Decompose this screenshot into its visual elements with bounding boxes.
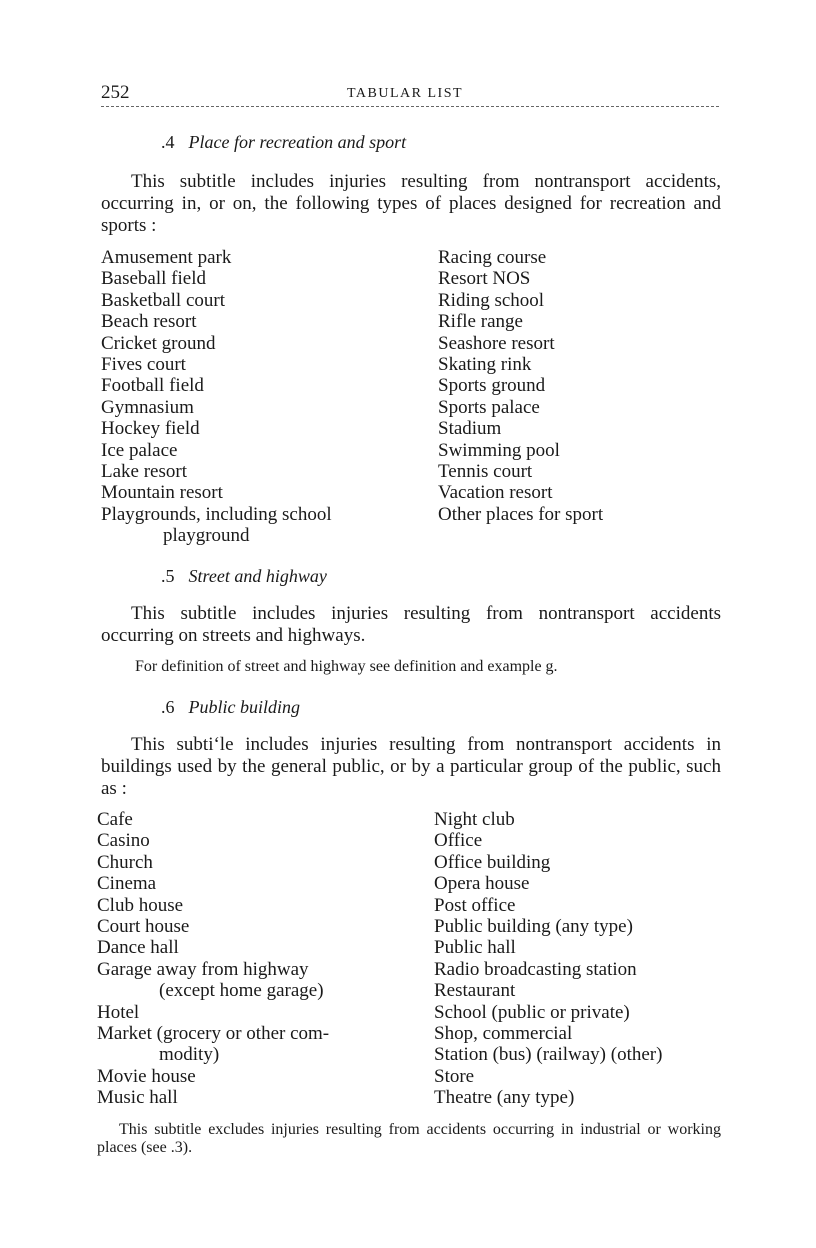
list-item bbox=[101, 504, 332, 547]
list-item-label: Fives court bbox=[101, 354, 186, 376]
list-item bbox=[97, 916, 329, 937]
list-item-label: Swimming pool bbox=[438, 439, 560, 461]
list-item bbox=[97, 1066, 329, 1087]
list-item-label: Market (grocery or other com- bbox=[97, 1023, 330, 1045]
list-item-label: Other places for sport bbox=[438, 503, 604, 525]
list-item bbox=[438, 418, 603, 439]
section-heading-4 bbox=[161, 132, 406, 153]
list-item-label: Office building bbox=[434, 851, 551, 873]
list-item bbox=[101, 333, 332, 354]
list-item-continuation: (except home garage) bbox=[159, 980, 324, 1002]
list-item-label: Movie house bbox=[97, 1065, 196, 1087]
list-item bbox=[434, 1066, 662, 1087]
list-item-label: Post office bbox=[434, 894, 516, 916]
list-item-continuation: modity) bbox=[159, 1044, 220, 1066]
list-item-label: Music hall bbox=[97, 1087, 178, 1109]
list-item bbox=[434, 895, 662, 916]
list-item-label: Racing course bbox=[438, 247, 547, 268]
list-item-label: Court house bbox=[97, 916, 190, 938]
list-item bbox=[434, 1044, 662, 1065]
list-item bbox=[101, 375, 332, 396]
list-item bbox=[97, 809, 329, 830]
section-intro-6: This subti‘le includes injuries resulting from nontransport accidents in buildings used by the general public, or by a particular group of the public, such as : bbox=[101, 734, 721, 799]
list-item bbox=[97, 852, 329, 873]
section-title: Place for recreation and sport bbox=[188, 132, 407, 152]
section-intro-4: This subtitle includes injuries resulting from nontransport accidents, occurring in, or on, the following types of places designed for recreation and sports : bbox=[101, 171, 721, 236]
list-item-label: Skating rink bbox=[438, 354, 532, 376]
list-item bbox=[97, 1023, 329, 1066]
list-item bbox=[97, 937, 329, 958]
list-item-label: Casino bbox=[97, 830, 150, 852]
list-left-4 bbox=[101, 247, 332, 547]
list-item bbox=[97, 830, 329, 851]
list-item-continuation: playground bbox=[163, 525, 250, 547]
list-item-label: Public hall bbox=[434, 937, 516, 959]
list-item bbox=[438, 268, 603, 289]
list-item bbox=[434, 1023, 662, 1044]
list-item-label: Hockey field bbox=[101, 418, 200, 440]
list-item bbox=[438, 354, 603, 375]
list-item-label: Baseball field bbox=[101, 268, 206, 290]
list-item-label: Dance hall bbox=[97, 937, 179, 959]
section-heading-5 bbox=[161, 566, 327, 587]
list-item-label: Radio broadcasting station bbox=[434, 958, 637, 980]
list-item-label: Basketball court bbox=[101, 289, 225, 311]
list-item bbox=[97, 895, 329, 916]
list-item-label: Club house bbox=[97, 894, 184, 916]
section-intro-5: This subtitle includes injuries resulting from nontransport accidents occurring on streets and highways. bbox=[101, 603, 721, 646]
list-item bbox=[434, 959, 662, 980]
list-item bbox=[434, 830, 662, 851]
list-item bbox=[438, 290, 603, 311]
list-item bbox=[97, 1002, 329, 1023]
list-item-label: Beach resort bbox=[101, 311, 197, 333]
list-item bbox=[438, 397, 603, 418]
list-item bbox=[438, 333, 603, 354]
list-item-label: Ice palace bbox=[101, 439, 178, 461]
list-item-label: Office bbox=[434, 830, 483, 852]
section-note-5: For definition of street and highway see definition and example g. bbox=[135, 658, 558, 675]
list-item-label: Riding school bbox=[438, 289, 545, 311]
list-item bbox=[434, 873, 662, 894]
list-item-label: Tennis court bbox=[438, 461, 533, 483]
list-item bbox=[438, 247, 603, 268]
list-item-label: Resort NOS bbox=[438, 268, 531, 290]
list-item-label: Shop, commercial bbox=[434, 1023, 573, 1045]
list-item-label: Rifle range bbox=[438, 311, 523, 333]
list-item-label: Seashore resort bbox=[438, 332, 555, 354]
list-item bbox=[434, 852, 662, 873]
list-item bbox=[101, 268, 332, 289]
list-item bbox=[101, 354, 332, 375]
list-item bbox=[101, 397, 332, 418]
section-title: Public building bbox=[188, 697, 300, 717]
list-item bbox=[438, 375, 603, 396]
list-item bbox=[434, 809, 662, 830]
list-item bbox=[434, 916, 662, 937]
list-item bbox=[438, 504, 603, 525]
list-right-4 bbox=[438, 247, 603, 525]
list-item bbox=[101, 418, 332, 439]
list-item bbox=[434, 1002, 662, 1023]
list-item-label: Theatre (any type) bbox=[434, 1087, 575, 1109]
list-item-label: Hotel bbox=[97, 1001, 140, 1023]
list-item-label: Amusement park bbox=[101, 247, 232, 268]
list-item-label: Opera house bbox=[434, 873, 530, 895]
page-number: 252 bbox=[101, 82, 130, 103]
section-title: Street and highway bbox=[188, 566, 327, 586]
list-item-label: Mountain resort bbox=[101, 482, 223, 504]
list-item-label: Store bbox=[434, 1065, 475, 1087]
header-rule bbox=[101, 106, 719, 107]
list-item-label: Sports ground bbox=[438, 375, 546, 397]
list-item bbox=[434, 937, 662, 958]
list-item-label: Football field bbox=[101, 375, 204, 397]
list-item-label: Stadium bbox=[438, 418, 502, 440]
list-item-label: Playgrounds, including school bbox=[101, 503, 332, 525]
list-item bbox=[97, 959, 329, 1002]
section-number: .6 bbox=[161, 697, 175, 717]
list-item-label: Cafe bbox=[97, 809, 133, 830]
page-header bbox=[101, 82, 721, 106]
list-item bbox=[101, 311, 332, 332]
list-item bbox=[438, 311, 603, 332]
list-item bbox=[101, 461, 332, 482]
list-item bbox=[97, 873, 329, 894]
running-head: TABULAR LIST bbox=[347, 86, 464, 101]
list-item bbox=[434, 980, 662, 1001]
list-item-label: School (public or private) bbox=[434, 1001, 630, 1023]
list-right-6 bbox=[434, 809, 662, 1109]
list-item-label: Church bbox=[97, 851, 153, 873]
section-number: .4 bbox=[161, 132, 175, 152]
list-item-label: Gymnasium bbox=[101, 396, 194, 418]
list-item-label: Cricket ground bbox=[101, 332, 216, 354]
list-item-label: Vacation resort bbox=[438, 482, 553, 504]
list-item-label: Night club bbox=[434, 809, 515, 830]
section-note-6: This subtitle excludes injuries resulting from accidents occurring in industrial or working places (see .3). bbox=[97, 1121, 721, 1156]
list-item-label: Garage away from highway bbox=[97, 958, 309, 980]
list-item bbox=[101, 247, 332, 268]
list-item bbox=[101, 482, 332, 503]
list-item bbox=[438, 482, 603, 503]
list-item bbox=[438, 461, 603, 482]
list-item-label: Sports palace bbox=[438, 396, 540, 418]
section-heading-6 bbox=[161, 697, 300, 718]
list-item bbox=[101, 290, 332, 311]
list-item-label: Station (bus) (railway) (other) bbox=[434, 1044, 663, 1066]
list-item bbox=[438, 440, 603, 461]
list-item bbox=[101, 440, 332, 461]
section-number: .5 bbox=[161, 566, 175, 586]
list-item bbox=[97, 1087, 329, 1108]
list-item bbox=[434, 1087, 662, 1108]
list-left-6 bbox=[97, 809, 329, 1109]
list-item-label: Cinema bbox=[97, 873, 157, 895]
list-item-label: Lake resort bbox=[101, 461, 187, 483]
list-item-label: Public building (any type) bbox=[434, 916, 633, 938]
list-item-label: Restaurant bbox=[434, 980, 516, 1002]
